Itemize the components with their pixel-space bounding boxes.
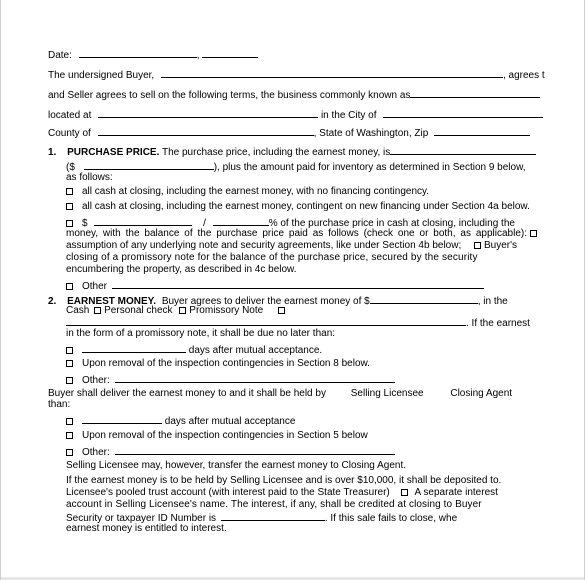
buyers-text: Buyer's [484, 240, 518, 251]
entitled-interest-text: earnest money is entitled to interest. [66, 523, 227, 534]
date-label: Date: [48, 50, 72, 61]
checkbox-due-other[interactable] [66, 377, 73, 384]
s1-option-financing [66, 201, 540, 213]
s2-transfer-row [66, 460, 540, 472]
due-other-label: Other: [82, 375, 110, 386]
dollar-sign: $ [82, 218, 88, 229]
section2-text: Buyer agrees to deliver the earnest money of $ [161, 296, 370, 307]
s1-option3-line2-text: money, with the balance of the purchase price paid as follows (check one or both, as applicable): [66, 228, 527, 239]
checkbox-promissory-note[interactable] [179, 307, 186, 314]
seller-label: and Seller agrees to sell on the following terms, the business commonly known as [48, 90, 411, 101]
checkbox-held-days[interactable] [66, 418, 73, 425]
s2-than-row [48, 399, 540, 411]
other-form-blank[interactable] [66, 316, 466, 326]
due-days-blank[interactable] [82, 343, 186, 353]
buyer-blank[interactable] [161, 68, 503, 78]
transfer-text: Selling Licensee may, however, transfer the earnest money to Closing Agent. [66, 460, 407, 471]
pooled-trust-text: Licensee's pooled trust account (with interest paid to the State Treasurer) [66, 487, 390, 498]
held-by-text: Buyer shall deliver the earnest money to and it shall be held by [48, 388, 326, 399]
percent-blank[interactable] [213, 216, 269, 226]
year-blank[interactable] [202, 48, 258, 58]
held-closing-agent: Closing Agent [450, 388, 513, 399]
s2-para-line3 [66, 499, 540, 511]
if-earnest-text: . If the earnest [466, 318, 530, 329]
date-blank[interactable] [79, 48, 197, 58]
partial-amount-blank[interactable] [94, 216, 192, 226]
interest-credited-text: account in Selling Licensee's name. The interest, if any, shall be credited at closing to Buyer [66, 499, 482, 510]
section1-number: 1. [48, 147, 57, 158]
s2-held-option2 [66, 430, 540, 442]
location-row [48, 108, 540, 122]
date-row: Date: , [48, 48, 540, 62]
in-the-text: , in the [477, 296, 508, 307]
located-label: located at [48, 110, 92, 121]
held-inspection-label: Upon removal of the inspection contingencies in Section 5 below [82, 430, 368, 441]
due-days-label: days after mutual acceptance. [188, 345, 323, 356]
s1-option-cash [66, 186, 540, 198]
due-inspection-label: Upon removal of the inspection contingencies in Section 8 below. [82, 358, 370, 369]
s2-due-option3 [66, 373, 540, 387]
agrees-text: , agrees t [502, 70, 545, 81]
section1-header [48, 145, 540, 159]
assumption-text: assumption of any underlying note and security agreements, like under Section 4b below; [66, 240, 462, 251]
taxpayer-id-blank[interactable] [221, 511, 325, 521]
section1-line3 [66, 172, 540, 184]
s2-held-option3 [66, 445, 540, 459]
due-no-later-text: in the form of a promissory note, it shall be due no later than: [66, 328, 336, 339]
s1-option2-label: all cash at closing, including the earnest money, contingent on new financing under Section 4a below. [82, 201, 530, 212]
county-row [48, 126, 540, 140]
checkbox-partial-cash[interactable] [66, 220, 73, 227]
county-label: County of [48, 128, 91, 139]
s2-para-line1 [66, 475, 540, 487]
checkbox-cash-no-financing[interactable] [66, 188, 73, 195]
price-words-blank[interactable] [390, 145, 536, 155]
checkbox-due-days[interactable] [66, 347, 73, 354]
promissory-note-label: Promissory Note [189, 305, 264, 316]
s1-option3-line4 [66, 252, 540, 264]
city-blank[interactable] [383, 108, 543, 118]
held-days-label: days after mutual acceptance [164, 416, 296, 427]
held-other-blank[interactable] [115, 445, 395, 455]
held-days-blank[interactable] [82, 414, 162, 424]
section2-due-line [66, 328, 540, 340]
checkbox-separate-account[interactable] [401, 489, 408, 496]
s1-other-blank[interactable] [112, 279, 484, 289]
business-blank[interactable] [410, 88, 540, 98]
zip-blank[interactable] [434, 126, 530, 136]
section2-number: 2. [48, 296, 57, 307]
price-paren: ($ [66, 162, 75, 173]
s2-para-line2 [66, 487, 540, 499]
separate-interest-text: A separate interest [414, 487, 498, 498]
section1-title: PURCHASE PRICE. [67, 147, 160, 158]
as-follows: as follows: [66, 172, 113, 183]
held-selling-licensee: Selling Licensee [350, 388, 424, 399]
checkbox-held-inspection[interactable] [66, 432, 73, 439]
personal-check-label: Personal check [104, 305, 173, 316]
encumbering-text: encumbering the property, as described in 4c below. [66, 264, 297, 275]
s1-option3-line2 [66, 228, 540, 240]
earnest-amount-blank[interactable] [370, 294, 478, 304]
city-label: in the City of [320, 110, 377, 121]
seller-row [48, 88, 540, 102]
s2-due-option1 [66, 343, 540, 357]
checkbox-cash-financing[interactable] [66, 203, 73, 210]
buyer-label: The undersigned Buyer, [48, 70, 155, 81]
checkbox-personal-check[interactable] [94, 307, 101, 314]
due-other-blank[interactable] [115, 373, 395, 383]
county-blank[interactable] [98, 126, 314, 136]
s1-other-label: Other [82, 281, 108, 292]
buyer-row [48, 68, 545, 82]
price-amount-blank[interactable] [84, 160, 214, 170]
slash: / [203, 218, 206, 229]
checkbox-other-form[interactable] [278, 307, 285, 314]
over-10000-text: If the earnest money is to be held by Selling Licensee and is over $10,000, it shall be deposited to. [66, 475, 502, 486]
s2-para-line5 [66, 523, 540, 535]
section1-line2-text: ), plus the amount paid for inventory as determined in Section 9 below, [213, 162, 526, 173]
section1-text: The purchase price, including the earnest money, is [161, 147, 391, 158]
s1-option-other [66, 279, 540, 293]
s1-option3-text: % of the purchase price in cash at closing, including the [268, 218, 515, 229]
section2-title: EARNEST MONEY. [67, 296, 157, 307]
s1-option3-line3 [66, 240, 540, 252]
s1-option1-label: all cash at closing, including the earnest money, with no financing contingency. [82, 186, 430, 197]
s1-option3-line5 [66, 264, 540, 276]
checkbox-due-inspection[interactable] [66, 360, 73, 367]
taxpayer-id-text: Security or taxpayer ID Number is [66, 513, 217, 524]
address-blank[interactable] [98, 108, 318, 118]
promissory-closing-text: closing of a promissory note for the balance of the purchase price, secured by the security [66, 252, 478, 263]
checkbox-s1-other[interactable] [66, 283, 73, 290]
checkbox-buyers-note[interactable] [474, 242, 481, 249]
state-zip-label: , State of Washington, Zip [313, 128, 429, 139]
than-text: than: [48, 399, 71, 410]
s2-held-option1 [66, 414, 540, 428]
checkbox-assumption[interactable] [530, 230, 537, 237]
held-other-label: Other: [82, 447, 110, 458]
cash-label: Cash [66, 305, 90, 316]
fails-to-close-text: . If this sale fails to close, whe [324, 513, 458, 524]
checkbox-held-other[interactable] [66, 449, 73, 456]
s2-due-option2 [66, 358, 540, 370]
